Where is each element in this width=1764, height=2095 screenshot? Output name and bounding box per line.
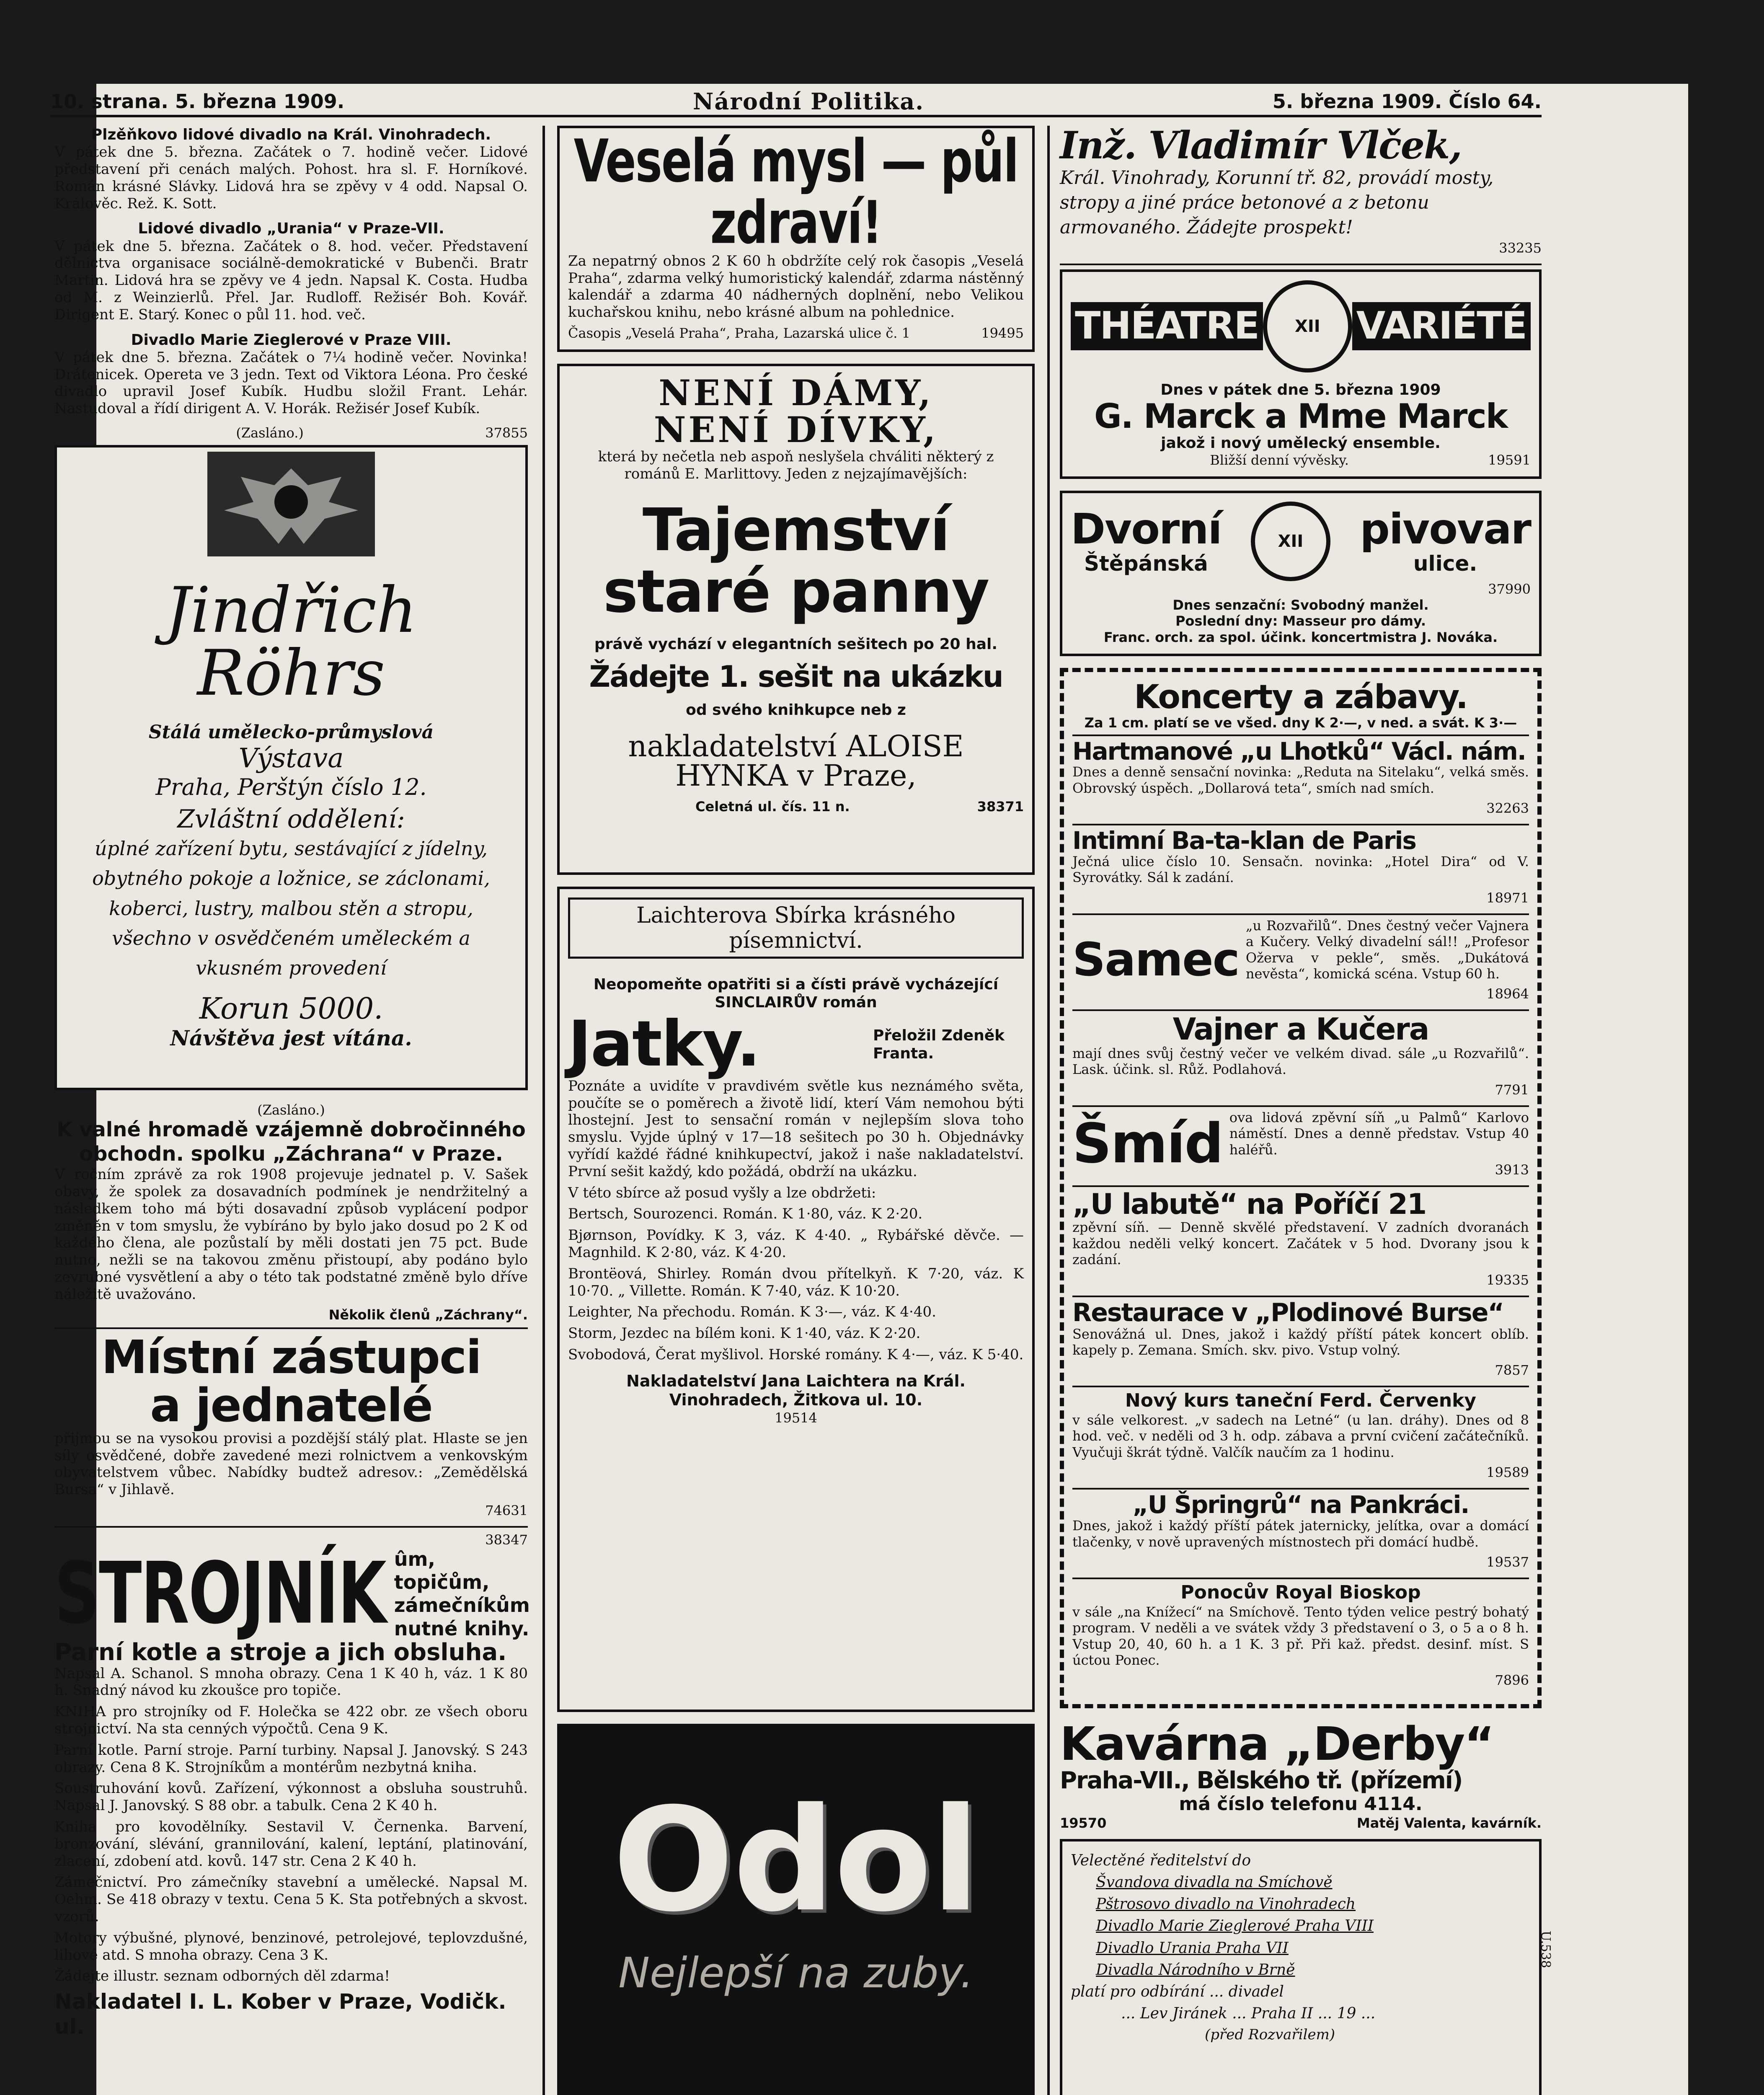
- kober-advertisement: [54, 1532, 528, 2039]
- theatre-notice-plzenkovo: [54, 126, 528, 212]
- koncert-text: Senovážná ul. Dnes, jakož i každý příští pátek koncert oblíb. kapely p. Zemana. Smích. skv. pivo. Vstup volný.: [1072, 1326, 1529, 1358]
- column-left: [54, 126, 528, 2095]
- kober-line-0: Parní kotle a stroje a jich obsluha.: [54, 1638, 507, 1666]
- derby-address: Praha-VII., Bělského tř. (přízemí): [1060, 1767, 1462, 1794]
- derby-footer: [1060, 1815, 1542, 1831]
- notice-text: V pátek dne 5. března. Začátek o 7¼ hodině večer. Novinka! Drátenicek. Opereta ve 3 jedn. Text od Viktora Léona. Pro české divadlo upravil Josef Kubík. Hudbu složil Frant. Lehár. Nastudoval a řídí dirigent A. V. Horák. Režisér Josef Kubík.: [54, 349, 528, 417]
- kober-line-8: Žádejte illustr. seznam odborných děl zdarma!: [54, 1968, 390, 1985]
- theatre-notice-urania: [54, 220, 528, 323]
- koncert-item: [1072, 735, 1529, 817]
- koncert-name: Samec: [1072, 932, 1239, 986]
- zaslano-label: (Zasláno.): [236, 424, 304, 441]
- koncert-name: Intimní Ba-ta-klan de Paris: [1072, 826, 1416, 855]
- odol-logo: Odol: [612, 1777, 979, 1943]
- tajemstvi-text: právě vychází v elegantních sešitech po 20 hal.: [594, 635, 998, 653]
- odol-ad: [557, 1724, 1035, 2095]
- rohrs-line-2: Výstava: [238, 742, 344, 774]
- koncert-text: Dnes a denně sensační novinka: „Reduta na Sitelaku“, velká směs. Obrovský úspěch. „Dollarová teta“, smích nad smích.: [1072, 764, 1529, 796]
- laichter-ad: [557, 887, 1035, 1712]
- vlcek-ad: [1060, 123, 1542, 256]
- ad-number: 7896: [1495, 1672, 1529, 1689]
- koncert-item: [1072, 1105, 1529, 1178]
- koncert-name: Restaurace v „Plodinové Burse“: [1072, 1298, 1503, 1327]
- hand-line-1: Švandova divadla na Smíchově: [1096, 1873, 1333, 1891]
- koncerty-section: [1060, 668, 1542, 1708]
- clock-icon: XII: [1263, 280, 1352, 372]
- neni-damy: NENÍ DÁMY,: [659, 372, 933, 414]
- theatre-right: VARIÉTÉ: [1352, 302, 1531, 350]
- ad-number: 37855: [485, 424, 528, 441]
- dvorni-right: pivovar: [1360, 504, 1531, 553]
- divider: [54, 1327, 528, 1329]
- eagle-emblem-icon: [207, 452, 375, 556]
- odol-slogan: Nejlepší na zuby.: [618, 1948, 974, 1997]
- rohrs-line-1: Stálá umělecko-průmyslová: [148, 721, 434, 743]
- hand-line-8: (před Rozvařilem): [1205, 2026, 1335, 2043]
- divider: [1060, 264, 1542, 265]
- theatre-line: jakož i nový umělecký ensemble.: [1161, 434, 1441, 452]
- koncert-text: ova lidová zpěvní síň „u Palmů“ Karlovo náměstí. Dnes a denně představ. Vstup 40 haléřů.: [1229, 1109, 1529, 1158]
- ad-number: 19514: [775, 1410, 817, 1426]
- ad-number: 18964: [1486, 986, 1529, 1002]
- laichter-head: Laichterova Sbírka krásného písemnictví.: [568, 897, 1024, 959]
- zaslano-label-2: (Zasláno.): [257, 1102, 325, 1118]
- laichter-book-0: Bertsch, Sourozenci. Román. K 1·80, váz. K 2·20.: [568, 1205, 923, 1223]
- tajemstvi-title-2: staré panny: [603, 557, 989, 626]
- header-right: 5. března 1909. Číslo 64.: [1272, 90, 1542, 113]
- zachrana-title: K valné hromadě vzájemně dobročinného obchodn. spolku „Záchrana“ v Praze.: [57, 1117, 526, 1166]
- dvorni-line-3: Franc. orch. za spol. účink. koncertmistra J. Nováka.: [1103, 629, 1498, 645]
- ad-number: 19570: [1060, 1815, 1107, 1831]
- koncert-text: v sále „na Knížecí“ na Smíchově. Tento týden velice pestrý bohatý program. V neděli a ve svátek vždy 3 představení o 3, o 5 a o 8 h. Vstup 20, 40, 60 h. a 1 K. 3 př. Při kaž. předst. desinf. míst. S úctou Ponec.: [1072, 1604, 1529, 1668]
- notice-title: Divadlo Marie Zieglerové v Praze VIII.: [131, 331, 452, 349]
- ad-number: 37990: [1488, 581, 1531, 597]
- dvorni-pivovar-ad: [1060, 491, 1542, 656]
- laichter-book-3: Leighter, Na přechodu. Román. K 3·—, váz. K 4·40.: [568, 1304, 936, 1321]
- kober-line-3: Parní kotle. Parní stroje. Parní turbiny. Napsal J. Janovský. S 243 obrazy. Cena 8 K. Strojníkům a montérům nezbytná kniha.: [54, 1741, 528, 1776]
- derby-owner: Matěj Valenta, kavárník.: [1356, 1815, 1542, 1831]
- ad-number: 19537: [1486, 1554, 1529, 1570]
- koncert-text: v sále velkorest. „v sadech na Letné“ (u lan. dráhy). Dnes od 8 hod. več. v neděli od 3 h. odp. zábava a první cvičení začátečníků. Vyučuji škrát týdně. Valčík naučím za 1 hodinu.: [1072, 1412, 1529, 1460]
- dvorni-line-1: Dnes senzační: Svobodný manžel.: [1173, 597, 1429, 613]
- column-middle: [557, 126, 1035, 2095]
- koncert-text: „u Rozvařilů“. Dnes čestný večer Vajnera a Kučery. Velký divadelní sál!! „Profesor Ožerva v pekle“, směs. „Dukátová nevěsta“, komická scéna. Vstup 60 h.: [1245, 917, 1529, 982]
- notice-title: Lidové divadlo „Urania“ v Praze-VII.: [138, 220, 444, 238]
- column-right: [1060, 123, 1553, 2095]
- divider: [54, 1526, 528, 1528]
- theatre-more: Bližší denní vývěsky.: [1210, 452, 1349, 468]
- vlcek-name: Inž. Vladimír Vlček,: [1060, 123, 1462, 168]
- jatky-title: Jatky.: [568, 1008, 760, 1081]
- vesela-footer: [568, 325, 1024, 341]
- zadejte-sesit: Žádejte 1. sešit na ukázku: [589, 660, 1003, 694]
- ad-number: U.538: [1538, 1930, 1553, 1968]
- rohrs-visit: Návštěva jest vítána.: [170, 1026, 412, 1051]
- hand-line-5: Divadla Národního v Brně: [1096, 1961, 1295, 1979]
- vesela-praha-ad: [557, 126, 1035, 352]
- dvorni-ulice: ulice.: [1413, 551, 1477, 576]
- koncert-name: Ponocův Royal Bioskop: [1180, 1581, 1421, 1603]
- handwritten-letter: [1060, 1839, 1553, 2095]
- koncert-name: „U Špringrů“ na Pankráci.: [1132, 1490, 1469, 1519]
- kober-line-4: Soustruhování kovů. Zařízení, výkonnost a obsluha soustruhů. Napsal J. Janovský. S 88 obr. a tabulk. Cena 2 K 40 h.: [54, 1780, 528, 1814]
- koncert-text: Dnes, jakož i každý příští pátek jaternicky, jelítka, ovar a domácí tlačenky, v nově upravených místnostech při domácí hudbě.: [1072, 1518, 1529, 1550]
- koncert-text: zpěvní síň. — Denně skvělé představení. V zadních dvoranách každou neděli velký koncert. Začátek v 5 hod. Dvorany jsou k zadání.: [1072, 1219, 1529, 1268]
- ad-number: 7791: [1495, 1081, 1529, 1098]
- rohrs-advertisement: [54, 445, 528, 1090]
- koncert-text: mají dnes svůj čestný večer ve velkém divad. sále „u Rozvařilů“. Lask. účink. sl. Růž. Podlahová.: [1072, 1045, 1529, 1078]
- derby-title: Kavárna „Derby“: [1060, 1717, 1494, 1771]
- hand-line-2: Pštrosovo divadlo na Vinohradech: [1096, 1896, 1356, 1913]
- hynek-footer: [568, 799, 1024, 815]
- jatky-title-row: [568, 1008, 1024, 1081]
- rohrs-name-first: Jindřich: [165, 574, 417, 647]
- hand-line-0: Velectěné ředitelství do: [1071, 1852, 1251, 1869]
- clock-icon: XII: [1251, 502, 1330, 581]
- ad-number: 74631: [485, 1503, 528, 1519]
- laichter-book-4: Storm, Jezdec na bílém koni. K 1·40, váz. K 2·20.: [568, 1325, 921, 1342]
- rohrs-description: úplné zařízení bytu, sestávající z jídelny, obytného pokoje a ložnice, se záclonami, koberci, lustry, malbou stěn a stropu, všechno v osvědčeném uměleckém a vkusném provedení: [92, 837, 490, 980]
- laichter-book-1: Bjørnson, Povídky. K 3, váz. K 4·40. „ Rybářské děvče. — Magnhild. K 2·80, váz. K 4·20.: [568, 1227, 1024, 1261]
- koncert-item: [1072, 1009, 1529, 1097]
- mistni-zastupci-ad: [54, 1330, 528, 1519]
- zachrana-text: V ročním zprávě za rok 1908 projevuje jednatel p. V. Sašek obavy, že spolek za dosavadních podmínek je nendržitelný a následkem toho má býti dosavadní způsob vyplácení podpor změněn v tom smyslu, že vybíráno by bylo jako dosud po 2 K od každého člena, ale pozůstalí by měli dostati jen 75 pct. Bude nutno, nežli se na takovou změnu přistoupí, aby podáno bylo zevrubné vysvětlení a aby o této tak podstatné změně bylo dříve náležitě uvažováno.: [54, 1166, 528, 1303]
- vesela-title: Veselá mysl — půl zdraví!: [573, 127, 1018, 258]
- vlcek-text: Král. Vinohrady, Korunní tř. 82, provádí mosty, stropy a jiné práce betonové a z betonu armovaného. Žádejte prospekt!: [1060, 167, 1494, 238]
- kober-line-2: KNIHA pro strojníky od F. Holečka se 422 obr. ze všech oboru strojnictví. Na sta cenných výpočtů. Cena 9 K.: [54, 1703, 528, 1737]
- ad-number: 18971: [1486, 890, 1529, 906]
- theatre-banner: [1071, 280, 1531, 372]
- laichter-publisher: Nakladatelství Jana Laichtera na Král. Vinohradech, Žitkova ul. 10.: [626, 1371, 966, 1410]
- kober-line-7: Motory výbušné, plynové, benzinové, petrolejové, teplovzdušné, lihové atd. S mnoha obrazy. Cena 3 K.: [54, 1929, 528, 1963]
- hand-line-6: platí pro odbírání ... divadel: [1071, 1983, 1284, 2000]
- hand-line-3: Divadlo Marie Zieglerové Praha VIII: [1096, 1917, 1374, 1935]
- theatre-footer: [1071, 452, 1531, 468]
- newspaper-title: Národní Politika.: [693, 88, 925, 115]
- ad-number: 19591: [1488, 452, 1531, 468]
- ad-number: 38371: [977, 798, 1024, 815]
- koncert-item: [1072, 1386, 1529, 1480]
- koncert-text: Ječná ulice číslo 10. Sensačn. novinka: „Hotel Dira“ od V. Syrovátky. Sál k zadání.: [1072, 854, 1529, 886]
- dvorni-street: Štěpánská: [1084, 551, 1208, 576]
- koncert-item: [1072, 1296, 1529, 1379]
- hynek-publisher: nakladatelství ALOISE HYNKA v Praze,: [628, 729, 964, 793]
- neni-text: která by nečetla neb aspoň neslyšela chváliti některý z románů E. Marlittovy. Jeden z nejzajímavějších:: [598, 448, 994, 483]
- derby-ad: [1060, 1717, 1542, 1831]
- laichter-book-2: Brontëová, Shirley. Román dvou přítelkyň. K 7·20, váz. K 10·70. „ Villette. Román. K 7·40, váz. K 10·20.: [568, 1265, 1024, 1299]
- ad-number: 3913: [1495, 1161, 1529, 1178]
- mistni-title-1: Místní zástupci: [101, 1330, 481, 1384]
- kober-line-5: Kniha pro kovodělníky. Sestavil V. Černenka. Barvení, bronzování, slévání, grannilování, kalení, leptání, platinování, zlacení, zdobení atd. kovů. 147 str. Cena 2 K 40 h.: [54, 1818, 528, 1870]
- rohrs-price: Korun 5000.: [199, 991, 383, 1026]
- page-header: [50, 88, 1542, 117]
- notice-title: Plzěňkovo lidové divadlo na Král. Vinohradech.: [91, 126, 491, 143]
- kober-line-1: Napsal A. Schanol. S mnoha obrazy. Cena 1 K 40 h, váz. 1 K 80 h. Snadný návod ku zkoušce pro topiče.: [54, 1665, 528, 1699]
- theatre-date: Dnes v pátek dne 5. března 1909: [1160, 381, 1441, 398]
- tajemstvi-title-1: Tajemství: [642, 496, 950, 564]
- theatre-notice-ziegler: [54, 331, 528, 417]
- hynek-address: Celetná ul. čís. 11 n.: [695, 798, 850, 815]
- ad-number: 19335: [1486, 1272, 1529, 1288]
- theatre-variete-ad: [1060, 269, 1542, 479]
- dvorni-left: Dvorní: [1071, 504, 1222, 553]
- hand-line-7: ... Lev Jiránek ... Praha II ... 19 ...: [1121, 2005, 1376, 2023]
- neni-divky: NENÍ DÍVKY,: [653, 409, 938, 451]
- jatky-text: Poznáte a uvidíte v pravdivém světle kus neznámého světa, poučíte se o poměrech a životě lidí, kterí Vám nemohou býti lhostejní. Jest to sensační román v nejlepším slova toho smyslu. Vyjde úplný v 17—18 sešitech po 30 h. Objednávky vyřídí každé řádné knihkupectví, jakož i naše nakladatelství. První sešit každý, kdo požádá, obdrží na ukázku.: [568, 1077, 1024, 1180]
- koncert-name: Šmíd: [1072, 1112, 1223, 1176]
- koncerty-subtitle: Za 1 cm. platí se ve všed. dny K 2·—, v ned. a svát. K 3·—: [1084, 715, 1517, 731]
- strojnik-title: STROJNÍK: [54, 1544, 386, 1643]
- koncert-name: Hartmanové „u Lhotků“ Václ. nám.: [1072, 737, 1526, 766]
- notice-text: V pátek dne 5. března. Začátek o 7. hodině večer. Lidové představení při cenách malých. Pohost. hra sl. F. Horníkové. Román krásné Slávky. Lidová hra se zpěvy v 4 odd. Napsal O. Králověc. Rež. K. Sott.: [54, 144, 528, 212]
- vesela-address: Časopis „Veselá Praha“, Praha, Lazarská ulice č. 1: [568, 325, 910, 341]
- koncerty-title: Koncerty a zábavy.: [1134, 678, 1467, 716]
- rohrs-line-4: Zvláštní oddělení:: [177, 804, 405, 834]
- hynek-ad: [557, 364, 1035, 875]
- zachrana-signature: Několik členů „Záchrany“.: [328, 1307, 528, 1323]
- column-rule-1: [542, 126, 545, 2095]
- header-left: 10. strana. 5. března 1909.: [50, 90, 345, 113]
- koncert-name: „U labutě“ na Poříčí 21: [1072, 1187, 1426, 1221]
- koncert-item: [1072, 913, 1529, 1002]
- derby-phone: má číslo telefonu 4114.: [1179, 1793, 1423, 1815]
- hand-line-4: Divadlo Urania Praha VII: [1096, 1939, 1289, 1957]
- rohrs-name-last: Röhrs: [197, 636, 385, 710]
- ad-number: 7857: [1495, 1362, 1529, 1379]
- vesela-text: Za nepatrný obnos 2 K 60 h obdržíte celý rok časopis „Veselá Praha“, zdarma velký humoristický kalendář, zdarma nástěnný kalendář a zdarma 40 nádherných doplnění, nebo Velikou kuchařskou knihu, nebo krásné album na pohlednice.: [568, 252, 1024, 321]
- ad-number: 19495: [981, 325, 1024, 341]
- notice-text: V pátek dne 5. března. Začátek o 8. hod. večer. Představení dělnictva organisace sociálně-demokratické v Bubenči. Bratr Martin. Lidová hra se zpěvy ve 4 jedn. Napsal K. Costa. Hudba od M. z Weinzierlů. Přel. Jar. Rudloff. Režisér Boh. Kovář. Dirigent E. Starý. Konec o půl 11. hod. več.: [54, 238, 528, 323]
- koncert-item: [1072, 1185, 1529, 1288]
- koncert-item: [1072, 1578, 1529, 1688]
- strojnik-side: ûm, topičům, zámečníkům nutné knihy.: [394, 1548, 530, 1640]
- dvorni-banner: [1071, 502, 1531, 581]
- mistni-title-2: a jednatelé: [150, 1379, 432, 1433]
- rohrs-address: Praha, Perštýn číslo 12.: [155, 773, 427, 800]
- zaslano-header: [54, 425, 528, 441]
- column-rule-2: [1047, 126, 1050, 2095]
- jatky-translator: Přeložil Zdeněk Franta.: [873, 1027, 1005, 1063]
- koncert-name: Nový kurs taneční Ferd. Červenky: [1125, 1390, 1477, 1412]
- ad-number: 19589: [1486, 1464, 1529, 1481]
- jatky-series: V této sbírce až posud vyšly a lze obdržeti:: [568, 1184, 876, 1201]
- dvorni-line-2: Poslední dny: Masseur pro dámy.: [1175, 613, 1426, 629]
- laichter-intro: Neopomeňte opatřiti si a čísti právě vycházející SINCLAIRŮV román: [593, 975, 999, 1011]
- ad-number: 32263: [1486, 800, 1529, 817]
- ad-number: 33235: [1499, 240, 1542, 256]
- knihkupce: od svého knihkupce neb z: [686, 701, 906, 719]
- kober-line-6: Zámečnictví. Pro zámečníky stavební a umělecké. Napsal M. Oehm. Se 418 obrazy v textu. Cena 5 K. Sta potřebných a skvost. vzorů.: [54, 1874, 528, 1925]
- koncert-item: [1072, 824, 1529, 906]
- koncert-name: Vajner a Kučera: [1173, 1011, 1429, 1047]
- mistni-text: přijmou se na vysokou provisi a pozdější stálý plat. Hlaste se jen síly osvědčené, dobře zavedené mezi rolnictvem a venkovským obyvatelstvem vůbec. Nabídky budtež adresov.: „Zemědělská Bursa“ v Jihlavě.: [54, 1430, 528, 1498]
- ad-number: 38347: [485, 1532, 528, 1548]
- kober-footer: Nakladatel I. L. Kober v Praze, Vodičk. ul.: [54, 1989, 506, 2039]
- koncert-item: [1072, 1488, 1529, 1570]
- theatre-left: THÉATRE: [1071, 302, 1263, 350]
- laichter-book-5: Svobodová, Čerat myšlivol. Horské romány. K 4·—, váz. K 5·40.: [568, 1346, 1024, 1363]
- theatre-act: G. Marck a Mme Marck: [1094, 396, 1507, 436]
